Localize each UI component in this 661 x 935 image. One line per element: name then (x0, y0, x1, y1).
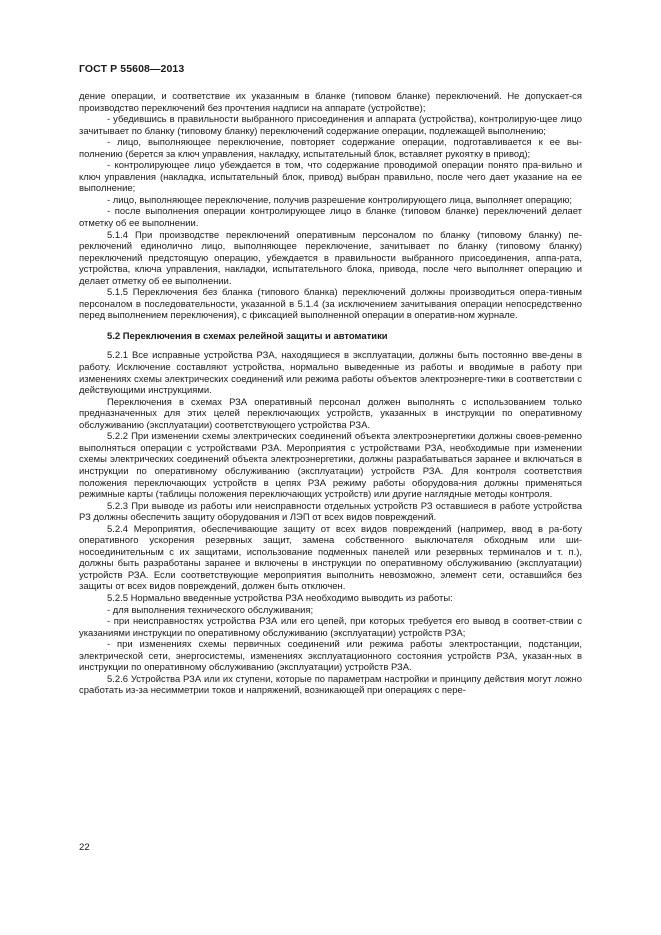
paragraph: 5.1.5 Переключения без бланка (типового бланка) переключений должны производиться опера-тивным персоналом в последовательности, указанной в 5.1.4 (за исключением зачитывания операции непосредственно перед выполнением переключения), с фиксацией выполненной операции в оператив-ном журнале. (79, 287, 582, 322)
page-number: 22 (79, 842, 90, 853)
section-title: 5.2 Переключения в схемах релейной защиты и автоматики (107, 330, 388, 342)
document-body (79, 91, 582, 697)
list-item: - контролирующее лицо убеждается в том, что содержание проводимой операции понято пра-вильно и ключ управления (накладка, испытательный блок, привод) выбран правильно, после чего дает указание на ее выполнение; (79, 160, 582, 195)
document-header: ГОСТ Р 55608—2013 (79, 63, 185, 75)
paragraph: 5.2.2 При изменении схемы электрических соединений объекта электроэнергетики должны своев-ременно выполняться операции с устройствами РЗА. Мероприятия с устройствами РЗА, необходимые при изменении схемы электрических соединений объекта электроэнергетики, должны разрабатываться заранее и включаться в инструкции по оперативному обслуживанию (эксплуатации) устройств РЗА. Для контроля соответствия положения переключающих устройств в цепях РЗА режиму работы оборудова-ния должны применяться режимные карты (таблицы положения переключающих устройств) или другие наглядные методы контроля. (79, 431, 582, 501)
paragraph: Переключения в схемах РЗА оперативный персонал должен выполнять с использованием только предназначенных для этих целей переключающих устройств, указанных в инструкции по оперативному обслуживанию (эксплуатации) соответствующего устройства РЗА. (79, 396, 582, 431)
paragraph: 5.2.1 Все исправные устройства РЗА, находящиеся в эксплуатации, должны быть постоянно вве-дены в работу. Исключение составляют устройства, нормально выведенные из работы и вводимые в работу при изменениях схемы электрических соединений или режима работы объектов электроэнерге-тики в соответствии с действующими инструкциями. (79, 350, 582, 397)
paragraph: 5.1.4 При производстве переключений оперативным персоналом по бланку (типовому бланку) пе-реключений единолично лицо, выполняющее переключение, зачитывает по бланку (типовому бланку) переключений предстоящую операцию, убеждается в правильности выбранного присоединения, аппа-рата, устройства, ключа управления, накладки, испытательного блока, привода, после чего выполняет операцию и делает отметку об ее выполнении. (79, 229, 582, 287)
list-item: - при неисправностях устройства РЗА или его цепей, при которых требуется его вывод в соответ-ствии с указаниями инструкции по оперативному обслуживанию (эксплуатации) устройств РЗА; (79, 616, 582, 639)
paragraph: 5.2.4 Мероприятия, обеспечивающие защиту от всех видов повреждений (например, ввод в ра-боту оперативного ускорения резервных защит, замена собственного выключателя обходным или ши-носоединительным с их защитами, использование подменных панелей или резервных терминалов и т. п.), должны быть разработаны заранее и включены в инструкции по оперативному обслуживанию (эксплуатации) устройств РЗА. Если соответствующие мероприятия выполнить невозможно, элемент сети, оставшийся без защиты от всех видов повреждений, должен быть отключен. (79, 523, 582, 593)
list-item: - после выполнения операции контролирующее лицо в бланке (типовом бланке) переключений делает отметку об ее выполнении. (79, 206, 582, 230)
paragraph: 5.2.5 Нормально введенные устройства РЗА необходимо выводить из работы: (107, 592, 453, 604)
list-item: - при изменениях схемы первичных соединений или режима работы электростанции, подстанции, электрической сети, энергосистемы, изменениях эксплуатационного состояния устройств РЗА, указан-ных в инструкции по оперативному обслуживанию (эксплуатации) устройств РЗА. (79, 639, 582, 674)
list-item: - лицо, выполняющее переключение, получив разрешение контролирующего лица, выполняет операцию; (107, 194, 573, 206)
list-item: - убедившись в правильности выбранного присоединения и аппарата (устройства), контролирую-щее лицо зачитывает по бланку (типовому бланку) переключений содержание операции, подлежащей выполнению; (79, 114, 582, 137)
paragraph: дение операции, и соответствие их указанным в бланке (типовом бланке) переключений. Не допускает-ся производство переключений без прочтения надписи на аппарате (устройстве); (79, 91, 582, 114)
paragraph: 5.2.3 При выводе из работы или неисправности отдельных устройств РЗ оставшиеся в работе устройства РЗ должны обеспечить защиту оборудования и ЛЭП от всех видов повреждений. (79, 500, 582, 524)
list-item: - для выполнения технического обслуживания; (107, 604, 314, 616)
paragraph: 5.2.6 Устройства РЗА или их ступени, которые по параметрам настройки и принципу действия могут ложно сработать из-за несимметрии токов и напряжений, возникающей при операциях с пере- (79, 673, 582, 697)
list-item: - лицо, выполняющее переключение, повторяет содержание операции, подготавливается к ее вы-полнению (берется за ключ управления, накладку, испытательный блок, вставляет рукоятку в привод); (79, 137, 582, 160)
